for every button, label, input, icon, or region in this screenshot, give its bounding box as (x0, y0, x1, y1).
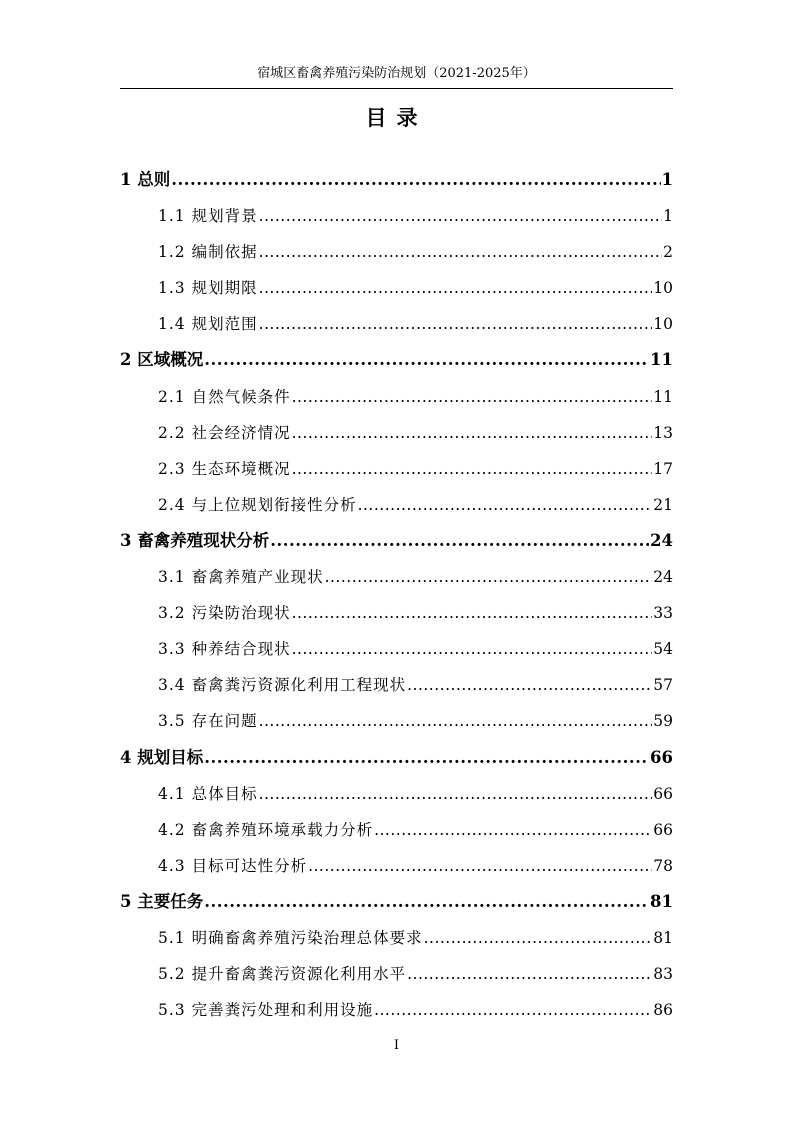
toc-entry-page-number: 24 (653, 568, 673, 587)
toc-entry-label: 1.3 规划期限 (158, 279, 258, 298)
toc-entry-label: 3 畜禽养殖现状分析 (120, 530, 270, 550)
toc-entry-page-number: 57 (653, 676, 673, 695)
toc-entry-page-number: 66 (653, 820, 673, 839)
toc-section-entry[interactable] (120, 270, 673, 306)
toc-dot-leader (259, 776, 653, 812)
toc-section-entry[interactable] (120, 559, 673, 595)
toc-entry-label: 4.1 总体目标 (158, 784, 258, 803)
toc-dot-leader (204, 884, 649, 920)
toc-entry-label: 1.2 编制依据 (158, 243, 258, 262)
toc-dot-leader (374, 812, 652, 848)
toc-entry-page-number: 1 (661, 170, 673, 189)
toc-entry-page-number: 17 (653, 459, 673, 478)
toc-dot-leader (292, 631, 653, 667)
toc-section-entry[interactable] (120, 379, 673, 415)
toc-entry-page-number: 66 (653, 784, 673, 803)
toc-dot-leader (374, 992, 652, 1028)
toc-entry-label: 3.2 污染防治现状 (158, 604, 291, 623)
toc-section-entry[interactable] (120, 703, 673, 739)
header-rule (120, 88, 673, 89)
toc-dot-leader (204, 342, 649, 378)
toc-entry-page-number: 33 (653, 604, 673, 623)
toc-section-entry[interactable] (120, 776, 673, 812)
toc-entry-label: 2.3 生态环境概况 (158, 459, 291, 478)
toc-entry-page-number: 54 (653, 640, 673, 659)
toc-entry-page-number: 11 (650, 350, 673, 370)
toc-dot-leader (424, 920, 653, 956)
toc-section-entry[interactable] (120, 306, 673, 342)
toc-entry-label: 5.2 提升畜禽粪污资源化利用水平 (158, 965, 407, 984)
toc-entry-label: 2.1 自然气候条件 (158, 387, 291, 406)
toc-section-entry[interactable] (120, 198, 673, 234)
toc-entry-page-number: 13 (653, 423, 673, 442)
toc-entry-label: 5 主要任务 (120, 891, 204, 911)
toc-chapter-entry[interactable] (120, 523, 673, 559)
toc-entry-page-number: 1 (663, 207, 673, 226)
toc-dot-leader (259, 703, 653, 739)
toc-section-entry[interactable] (120, 631, 673, 667)
toc-dot-leader (259, 270, 653, 306)
running-header: 宿城区畜禽养殖污染防治规划（2021-2025年） (257, 66, 536, 81)
toc-dot-leader (259, 306, 653, 342)
toc-section-entry[interactable] (120, 595, 673, 631)
toc-section-entry[interactable] (120, 234, 673, 270)
toc-entry-label: 2.4 与上位规划衔接性分析 (158, 495, 357, 514)
toc-entry-page-number: 21 (653, 495, 673, 514)
toc-entry-page-number: 81 (650, 891, 673, 911)
toc-entry-page-number: 59 (653, 712, 673, 731)
toc-chapter-entry[interactable] (120, 162, 673, 198)
toc-dot-leader (308, 848, 652, 884)
toc-dot-leader (259, 234, 663, 270)
toc-entry-label: 2.2 社会经济情况 (158, 423, 291, 442)
toc-section-entry[interactable] (120, 487, 673, 523)
toc-entry-page-number: 86 (653, 1001, 673, 1020)
toc-chapter-entry[interactable] (120, 342, 673, 378)
toc-entry-label: 3.4 畜禽粪污资源化利用工程现状 (158, 676, 407, 695)
toc-dot-leader (292, 379, 653, 415)
toc-entry-page-number: 2 (663, 243, 673, 262)
toc-section-entry[interactable] (120, 812, 673, 848)
toc-entry-label: 4.3 目标可达性分析 (158, 856, 308, 875)
toc-entry-label: 2 区域概况 (120, 350, 204, 370)
toc-section-entry[interactable] (120, 992, 673, 1028)
toc-chapter-entry[interactable] (120, 884, 673, 920)
page-number: I (393, 1038, 400, 1053)
toc-dot-leader (292, 415, 653, 451)
toc-entry-label: 3.3 种养结合现状 (158, 640, 291, 659)
toc-entry-label: 3.1 畜禽养殖产业现状 (158, 568, 324, 587)
toc-dot-leader (204, 740, 649, 776)
toc-entry-page-number: 66 (650, 747, 673, 767)
toc-entry-label: 1.1 规划背景 (158, 207, 258, 226)
toc-dot-leader (171, 162, 660, 198)
toc-entry-page-number: 10 (653, 279, 673, 298)
toc-entry-page-number: 78 (653, 856, 673, 875)
toc-dot-leader (407, 667, 652, 703)
toc-entry-label: 5.3 完善粪污处理和利用设施 (158, 1001, 374, 1020)
toc-dot-leader (407, 956, 652, 992)
toc-dot-leader (259, 198, 663, 234)
toc-dot-leader (292, 595, 653, 631)
toc-entry-page-number: 10 (653, 315, 673, 334)
toc-section-entry[interactable] (120, 920, 673, 956)
toc-entry-label: 3.5 存在问题 (158, 712, 258, 731)
toc-entry-page-number: 24 (650, 530, 673, 550)
toc-section-entry[interactable] (120, 415, 673, 451)
toc-section-entry[interactable] (120, 848, 673, 884)
toc-section-entry[interactable] (120, 956, 673, 992)
toc-entry-page-number: 83 (653, 965, 673, 984)
toc-entry-page-number: 81 (653, 928, 673, 947)
toc-entry-label: 4 规划目标 (120, 747, 204, 767)
toc-entry-label: 5.1 明确畜禽养殖污染治理总体要求 (158, 928, 423, 947)
toc-chapter-entry[interactable] (120, 740, 673, 776)
toc-entry-page-number: 11 (653, 387, 673, 406)
toc-section-entry[interactable] (120, 667, 673, 703)
toc-dot-leader (292, 451, 653, 487)
toc-title: 目录 (365, 105, 428, 130)
toc-section-entry[interactable] (120, 451, 673, 487)
table-of-contents (120, 162, 673, 1028)
toc-entry-label: 4.2 畜禽养殖环境承载力分析 (158, 820, 374, 839)
toc-dot-leader (270, 523, 649, 559)
toc-dot-leader (325, 559, 653, 595)
toc-entry-label: 1 总则 (120, 170, 171, 189)
toc-entry-label: 1.4 规划范围 (158, 315, 258, 334)
toc-dot-leader (358, 487, 653, 523)
